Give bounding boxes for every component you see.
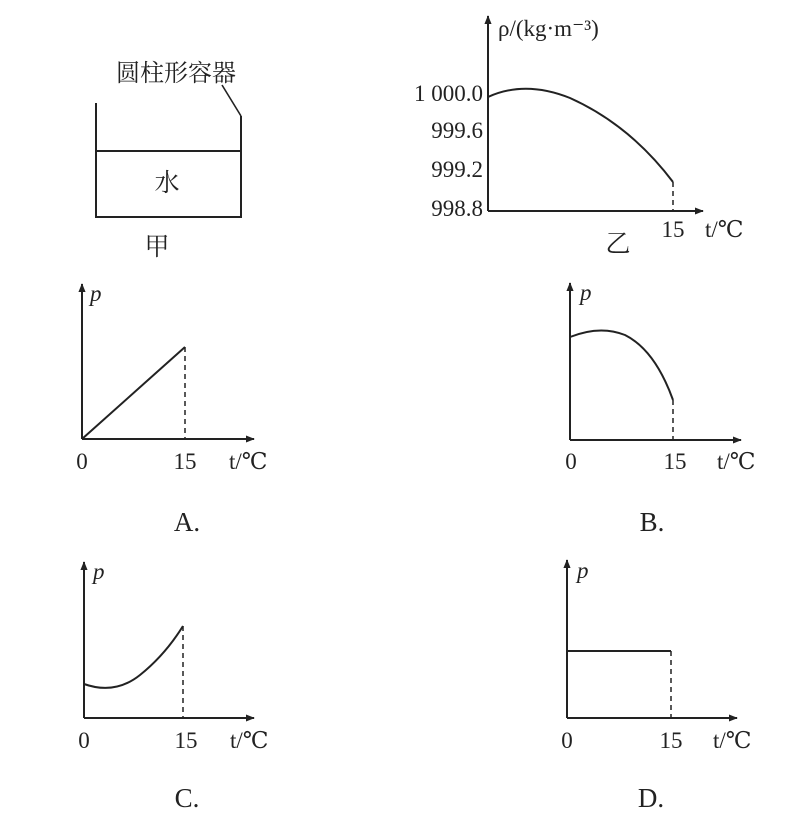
caption-jia: 甲: [144, 232, 170, 261]
c-x-tick-15: 15: [174, 728, 198, 753]
figure-yi: [414, 16, 744, 258]
yi-y-tick-999-2: 999.2: [431, 157, 483, 182]
b-pressure-curve: [570, 330, 673, 400]
caption-yi: 乙: [605, 229, 631, 258]
d-origin-label: 0: [561, 728, 573, 753]
c-x-label: t/℃: [230, 728, 269, 753]
container-outline: [96, 103, 241, 217]
d-y-label: p: [577, 558, 589, 583]
option-d-graph: [561, 558, 751, 813]
a-origin-label: 0: [76, 449, 88, 474]
d-x-tick-15: 15: [659, 728, 683, 753]
c-y-label: p: [93, 559, 105, 584]
container-leader-line: [222, 85, 241, 116]
b-x-label: t/℃: [717, 449, 756, 474]
b-y-label: p: [580, 280, 592, 305]
a-pressure-line: [82, 347, 185, 439]
container-label: 圆柱形容器: [116, 59, 236, 87]
d-x-label: t/℃: [713, 728, 752, 753]
yi-y-axis-label: ρ/(kg·m⁻³): [498, 16, 599, 41]
figure-jia: [96, 59, 241, 261]
c-option-letter: C.: [174, 783, 200, 813]
b-x-tick-15: 15: [663, 449, 687, 474]
c-pressure-curve: [84, 626, 183, 688]
a-x-tick-15: 15: [173, 449, 197, 474]
yi-y-tick-998-8: 998.8: [431, 196, 483, 221]
b-option-letter: B.: [639, 507, 665, 537]
d-option-letter: D.: [637, 783, 665, 813]
b-origin-label: 0: [565, 449, 577, 474]
c-origin-label: 0: [78, 728, 90, 753]
yi-y-tick-1000: 1 000.0: [414, 81, 483, 106]
a-x-label: t/℃: [229, 449, 268, 474]
option-b-graph: [565, 280, 755, 537]
yi-y-tick-999-6: 999.6: [431, 118, 483, 143]
water-label: 水: [154, 168, 180, 197]
yi-x-tick-15: 15: [661, 217, 685, 242]
yi-x-axis-label: t/℃: [705, 217, 744, 242]
option-c-graph: [78, 559, 268, 813]
a-option-letter: A.: [173, 507, 201, 537]
option-a-graph: [76, 281, 267, 537]
yi-density-curve: [488, 89, 673, 182]
a-y-label: p: [90, 281, 102, 306]
